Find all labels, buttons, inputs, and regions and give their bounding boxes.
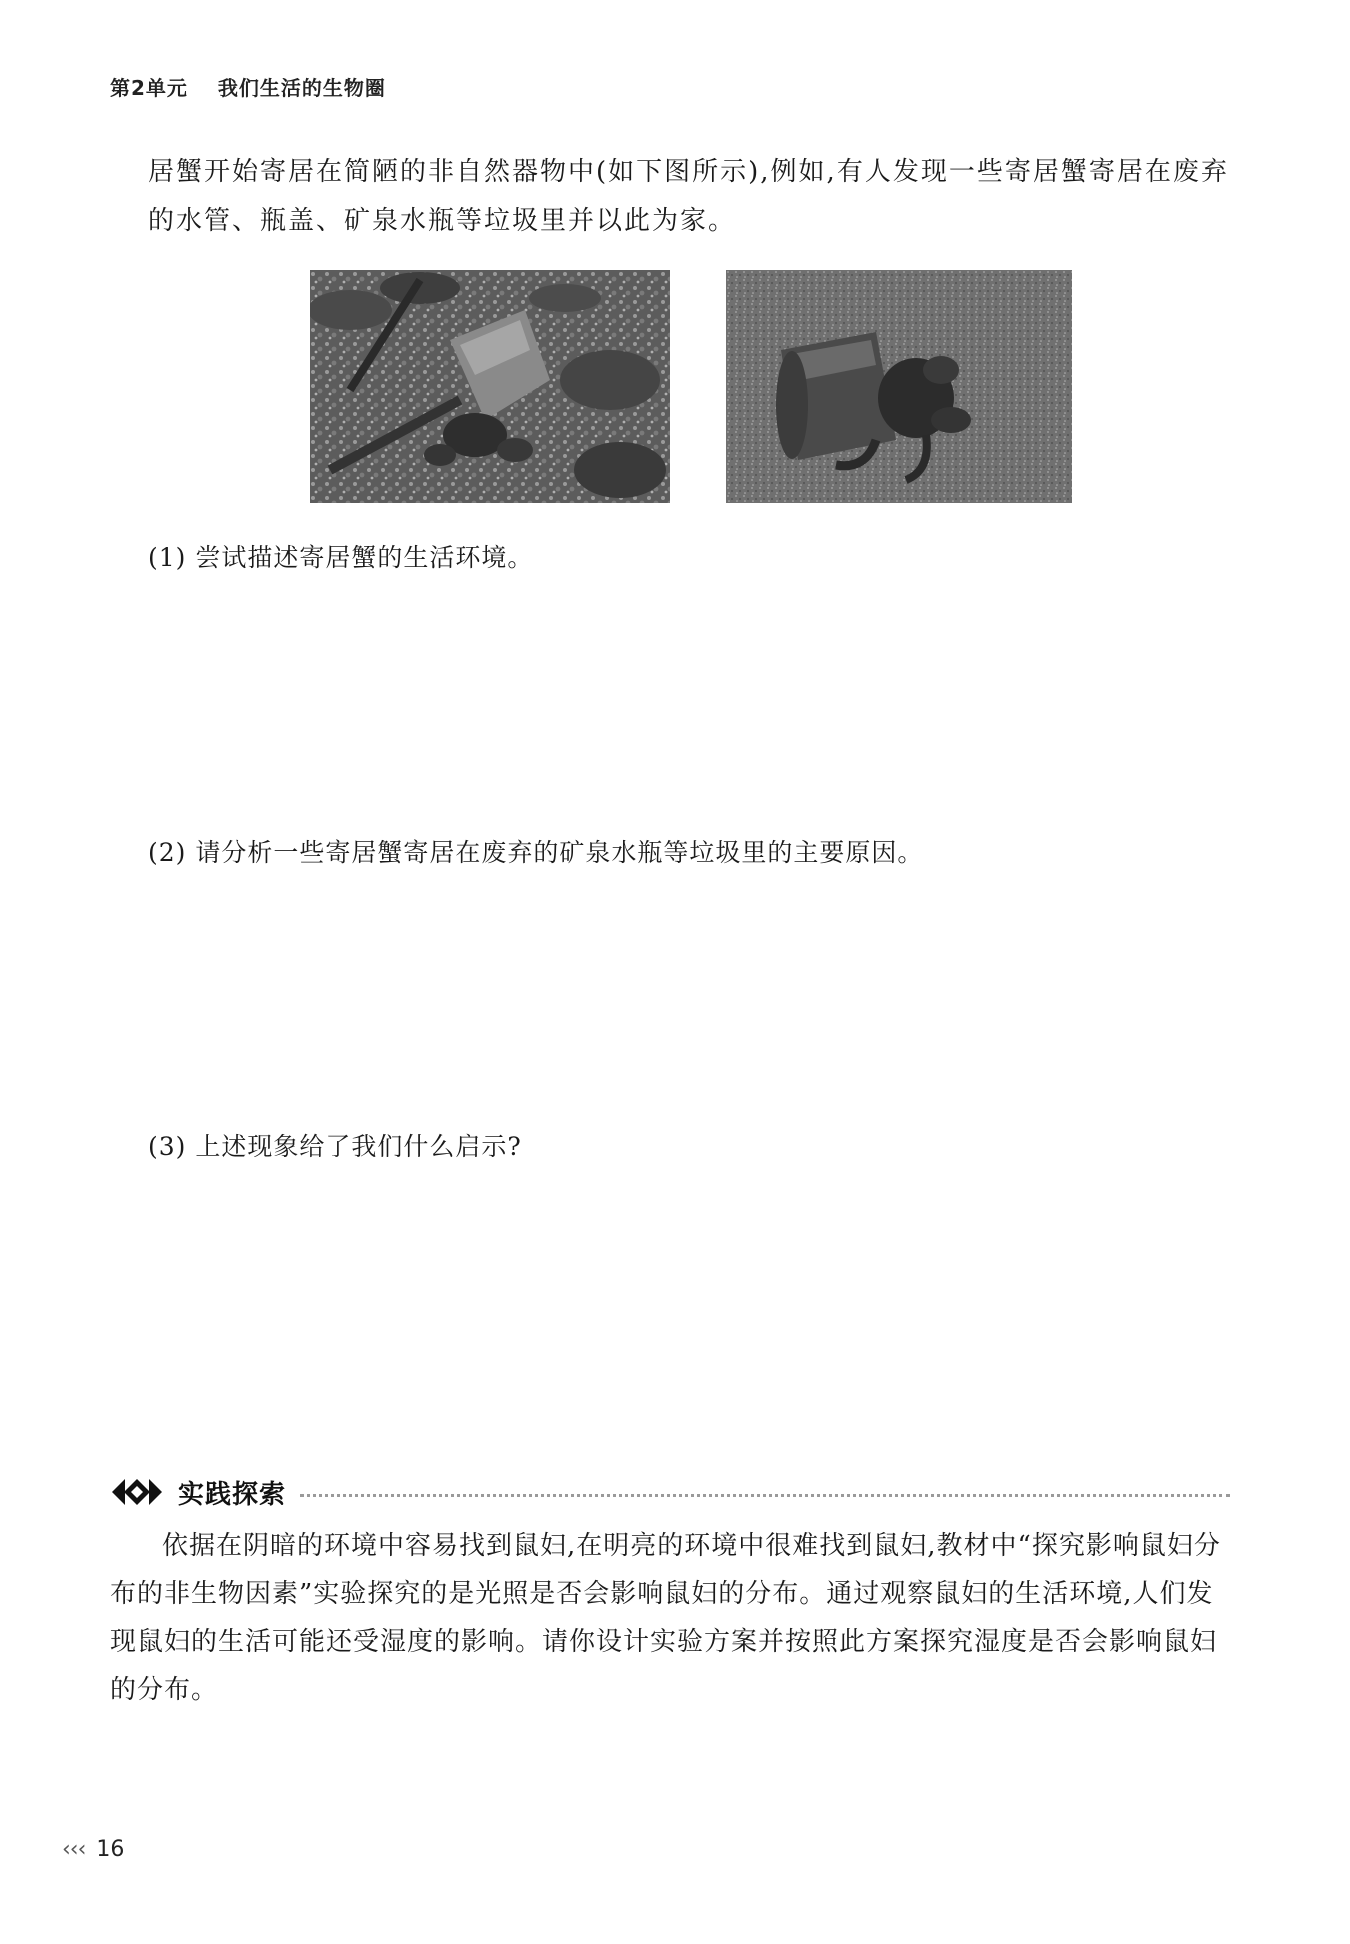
hermit-crab-in-pipe-photo [310,270,670,503]
page-header [110,72,386,101]
section-emblem-icon [108,1475,166,1509]
hermit-crab-in-can-photo [726,270,1072,503]
practice-paragraph: 依据在阴暗的环境中容易找到鼠妇,在明亮的环境中很难找到鼠妇,教材中“探究影响鼠妇分布的非生物因素”实验探究的是光照是否会影响鼠妇的分布。通过观察鼠妇的生活环境,人们发现鼠妇的生活可能还受湿度的影响。请你设计实验方案并按照此方案探究湿度是否会影响鼠妇的分布。 [110,1531,1221,1705]
unit-label: 第2单元 [110,76,188,100]
page-arrows-icon: ‹‹‹ [62,1837,86,1862]
question-2: (2) 请分析一些寄居蟹寄居在废弃的矿泉水瓶等垃圾里的主要原因。 [148,838,924,867]
dotted-divider [300,1494,1230,1497]
page-footer [62,1837,124,1862]
question-3: (3) 上述现象给了我们什么启示? [148,1132,522,1161]
question-1: (1) 尝试描述寄居蟹的生活环境。 [148,543,534,572]
practice-section-header [108,1472,1230,1512]
unit-title: 我们生活的生物圈 [217,76,386,100]
intro-paragraph: 居蟹开始寄居在简陋的非自然器物中(如下图所示),例如,有人发现一些寄居蟹寄居在废弃的水管、瓶盖、矿泉水瓶等垃圾里并以此为家。 [148,157,1229,236]
page-number: 16 [96,1837,125,1862]
section-title: 实践探索 [178,1479,287,1510]
